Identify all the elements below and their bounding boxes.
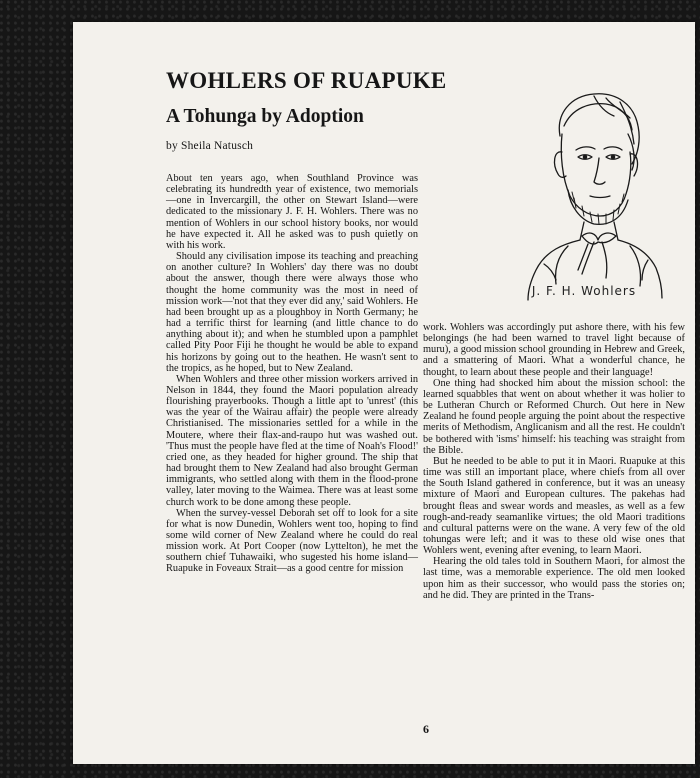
paragraph: But he needed to be able to put it in Maori. Ruapuke at this time was still an important place, where chiefs from all over the South Island gathered in conference, but it was an uneasy mixture of Maori and European cultures. The pakehas had brought fleas and swear words and measles, as well as a few rough-and-ready seamanlike virtues; the old Maori traditions and cultural patterns were on the wane. A very few of the old tohungas were left; and it was to these old wise ones that Wohlers went, evening after evening, to learn Maori. xyxy=(423,455,685,557)
paragraph: When Wohlers and three other mission workers arrived in Nelson in 1844, they found the Maori population already flourishing prayerbooks. Though a little apt to 'unrest' (this was the year of the Wairau affair) the people were already Christianised. The missionaries settled for a while in the Moutere, where their flax-and-raupo hut was washed out. 'Thus must the people have fled at the time of Noah's Flood!' cried one, as they headed for higher ground. The ship that had brought them to New Zealand had also brought German immigrants, who settled along with them in the flood-prone valley, later moving to the Waimea. There was at least some church work to be done among these people. xyxy=(166,373,418,508)
paragraph: When the survey-vessel Deborah set off to look for a site for what is now Dunedin, Wohlers went too, hoping to find some wild corner of New Zealand where he could do real mission work. At Port Cooper (now Lyttelton), he met the southern chief Tuhawaiki, who sugested his home island—Ruapuke in Foveaux Strait—as a good centre for mission xyxy=(166,507,418,575)
portrait-caption: J. F. H. Wohlers xyxy=(531,284,637,298)
paragraph: Hearing the old tales told in Southern Maori, for almost the last time, was a memorable experience. The old men looked upon him as their successor, who would pass the stories on; and he did. They are printed in the Trans- xyxy=(423,556,685,601)
paragraph: About ten years ago, when Southland Province was celebrating its hundredth year of existence, two memorials—one in Invercargill, the other on Stewart Island—were dedicated to the missionary J. F. H. Wohlers. There was no mention of Wohlers in our school history books, nor would he have expected it. All he asked was to push quietly on with his work. xyxy=(166,173,418,251)
page-number: 6 xyxy=(423,722,429,736)
paragraph: Should any civilisation impose its teaching and preaching on another culture? In Wohlers' day there was no doubt about the answer, though there were always those who thought the home community was the most in need of mission work—'not that they ever did any,' said Wohlers. He had been brought up as a ploughboy in North Germany; he had a terrific thirst for learning (and little chance to do anything about it); and when he stumbled upon a pamphlet called Pity Poor Fiji he thought he would be able to expand his horizons by going out to the heathen. He wasn't sent to the tropics, as he hoped, but to New Zealand. xyxy=(166,251,418,374)
portrait-illustration xyxy=(498,74,668,304)
magazine-page xyxy=(73,22,695,764)
column-left xyxy=(166,173,418,575)
column-right xyxy=(423,322,685,601)
article-subtitle: A Tohunga by Adoption xyxy=(166,106,364,127)
article-title: WOHLERS OF RUAPUKE xyxy=(166,68,447,93)
article-byline: by Sheila Natusch xyxy=(166,140,254,152)
paragraph: One thing had shocked him about the mission school: the learned squabbles that went on about whether it was holier to be Lutheran Church or Reformed Church. Out here in New Zealand he found people arguing the point about the respective merits of Methodism, Anglicanism and all the rest. He couldn't be bothered with 'isms' himself: his teaching was straight from the Bible. xyxy=(423,377,685,456)
paragraph: work. Wohlers was accordingly put ashore there, with his few belongings (he had been warned to travel light because of muru), a good mission school grounding in Hebrew and Greek, and a smattering of Maori. What a wonderful chance, he thought, to learn about these people and their language! xyxy=(423,322,685,378)
